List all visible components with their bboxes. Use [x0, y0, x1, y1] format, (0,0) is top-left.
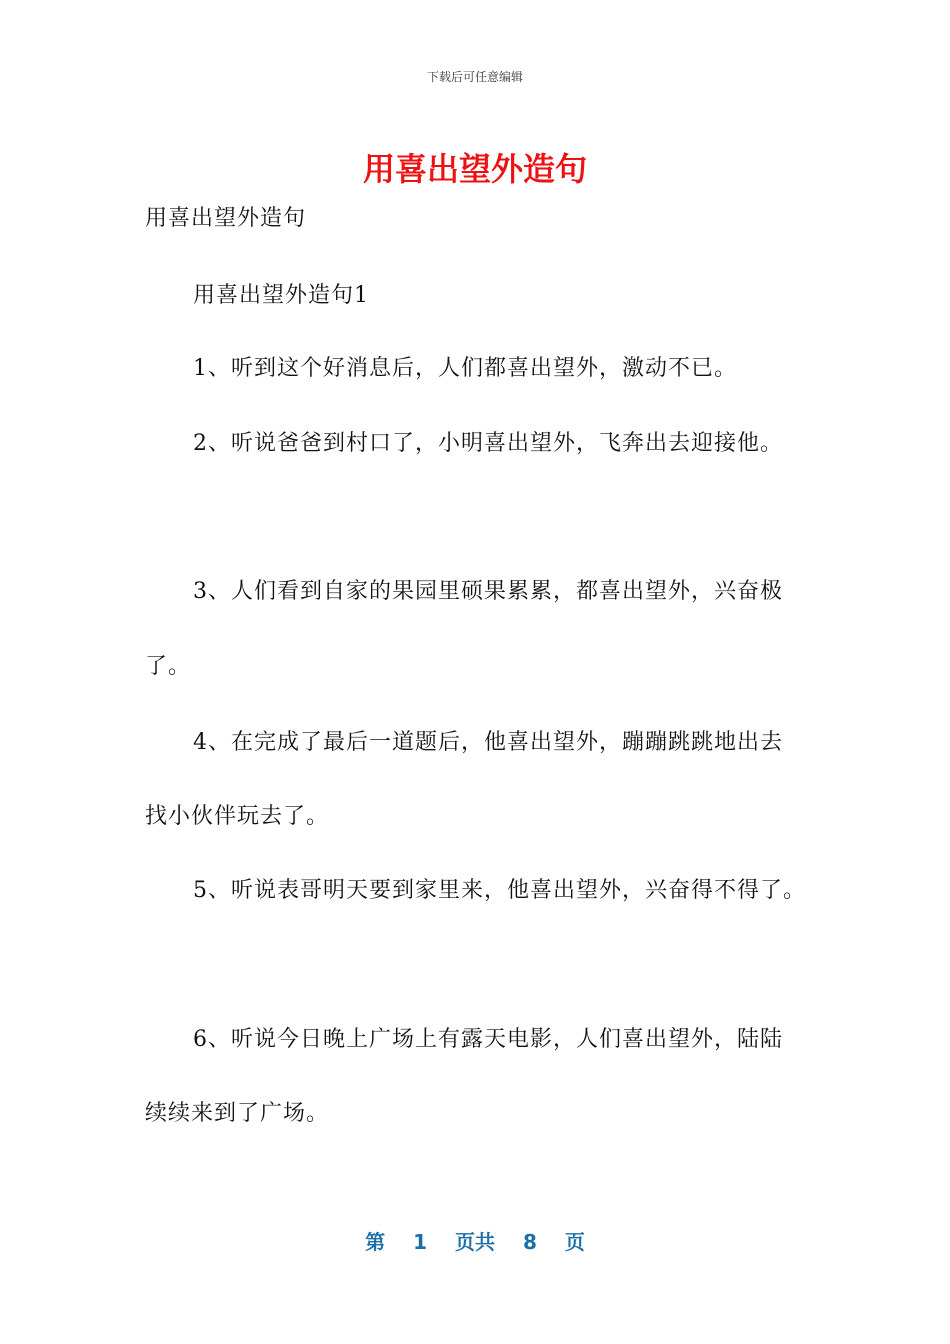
- footer-page-total: 8: [523, 1230, 537, 1254]
- sentence-1: 1、听到这个好消息后，人们都喜出望外，激动不已。: [193, 356, 737, 381]
- footer-label-ye: 页: [564, 1230, 585, 1254]
- sentence-3-line-1: 3、人们看到自家的果园里硕果累累，都喜出望外，兴奋极: [193, 579, 783, 604]
- sentence-4-line-1: 4、在完成了最后一道题后，他喜出望外，蹦蹦跳跳地出去: [193, 730, 783, 755]
- section-heading: 用喜出望外造句1: [193, 283, 369, 308]
- sentence-4-line-2: 找小伙伴玩去了。: [145, 804, 330, 829]
- sentence-3-line-2: 了。: [145, 654, 192, 679]
- footer-page-current: 1: [413, 1230, 427, 1254]
- document-subtitle: 用喜出望外造句: [145, 206, 307, 231]
- sentence-2: 2、听说爸爸到村口了，小明喜出望外，飞奔出去迎接他。: [193, 431, 783, 456]
- sentence-6-line-2: 续续来到了广场。: [145, 1101, 330, 1126]
- document-title: 用喜出望外造句: [362, 150, 587, 188]
- sentence-5: 5、听说表哥明天要到家里来，他喜出望外，兴奋得不得了。: [193, 878, 806, 903]
- header-note: 下载后可任意编辑: [426, 70, 523, 84]
- footer-label-di: 第: [365, 1230, 386, 1254]
- footer-label-ye-gong: 页共: [455, 1230, 495, 1254]
- page-footer: [0, 1226, 950, 1255]
- sentence-6-line-1: 6、听说今日晚上广场上有露天电影，人们喜出望外，陆陆: [193, 1027, 783, 1052]
